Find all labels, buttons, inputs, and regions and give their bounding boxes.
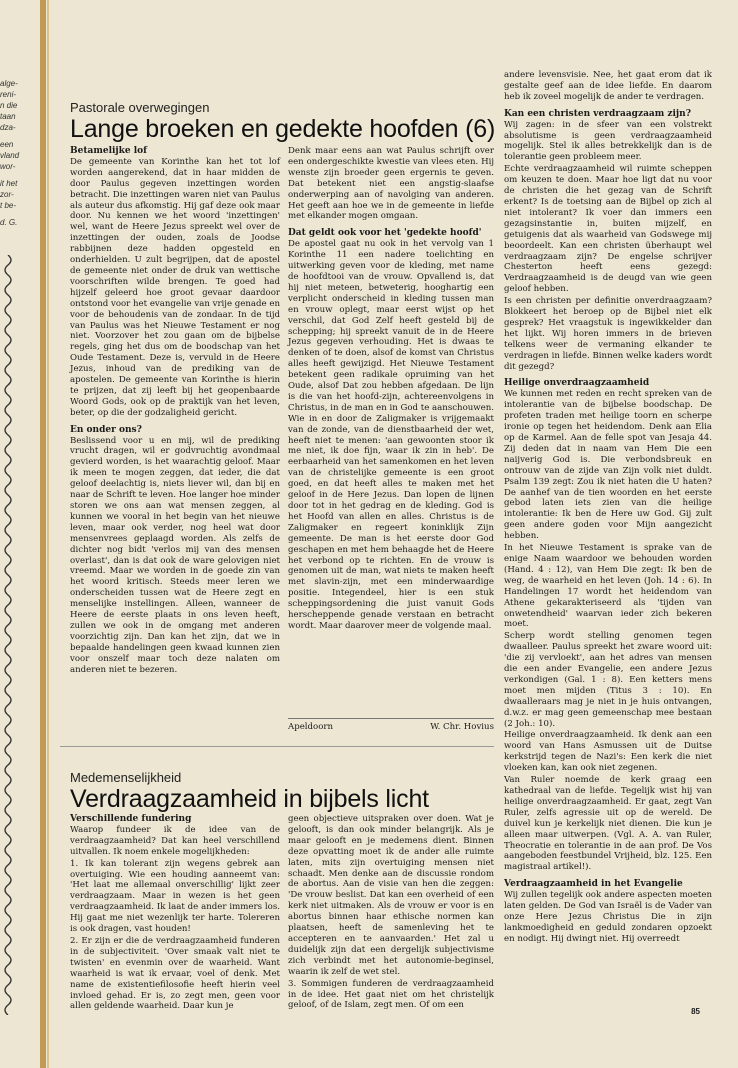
- article2-col3-paragraph: Is een christen per definitie onverdraagzaam? Blokkeert het beroep op de Bijbel niet elk gesprek? Het vraagstuk is ingewikkelder dan het lijkt. Wij horen immers in de brieven telkens weer de vermaning elkander te verdragen in liefde. Binnen welke kaders wordt dit gezegd?: [504, 296, 712, 372]
- article2-col1-heading: Verschillende fundering: [70, 814, 192, 824]
- margin-fragment: it het: [0, 179, 18, 188]
- article2-col3-paragraph: Heilige onverdraagzaamheid. Ik denk aan een woord van Hans Asmussen uit de Duitse kerkstrijd tegen de Nazi's: Een kerk die niet vloeken kan, kan ook niet zegenen.: [504, 730, 712, 774]
- article2-col3-heading: Kan een christen verdraagzaam zijn?: [504, 108, 691, 119]
- article1-col2-heading: Dat geldt ook voor het 'gedekte hoofd': [288, 228, 482, 239]
- article1-kicker: Pastorale overwegingen: [70, 100, 210, 115]
- article2-col3-paragraph: We kunnen met reden en recht spreken van de intolerantie van de bijbelse boodschap. De profeten traden met heilige toorn en scherpe ironie op tegen het heidendom. Denk aan Elia op de Karmel. Aan de felle spot van Jesaja 44. Zij deden dat in naam van Hem Die een naijverig God is. Die verbondsbreuk en ontrouw van de zijde van Zijn volk niet duldt. Psalm 139 zegt: Zou ik niet haten die U haten? De aanhef van de tien woorden en het eerste gebod laten iets zien van die heilige intolerantie: Ik ben de Here uw God. Gij zult geen andere goden voor Mijn aangezicht hebben.: [504, 389, 712, 542]
- article1-column-2: [288, 146, 494, 632]
- article2-col3-paragraph: Echte verdraagzaamheid wil ruimte scheppen om keuzen te doen. Maar hoe ligt dat nu voor de christen die het gezag van de Schrift erkent? Is de toetsing aan de Bijbel op zich al niet intolerant? Ik voer dan immers een gezagsinstantie in, buiten mijzelf, en getuigenis dat als waarheid van Godswege mij beoordeelt. Kan een christen überhaupt wel verdraagzaam zijn? De engelse schrijver Chesterton heeft eens gezegd: Verdraagzaamheid is de deugd van wie geen geloof hebben.: [504, 164, 712, 295]
- article1-col1-heading: En onder ons?: [70, 424, 142, 435]
- margin-fragment: n die: [0, 101, 18, 110]
- article1-column-1: [70, 146, 280, 676]
- article1-col2-paragraph: Denk maar eens aan wat Paulus schrijft over een ondergeschikte kwestie van vlees eten. Hij wenste zijn broeder geen ergernis te geven. Dat betekent niet een angstig-slaafse onderwerping aan of navolging van anderen. Het geeft aan hoe we in de gemeente in liefde met elkander mogen omgaan.: [288, 146, 494, 222]
- wavy-border-ornament: [1, 255, 15, 1015]
- margin-fragment: reni-: [0, 90, 17, 99]
- article1-col1-paragraph: De gemeente van Korinthe kan het tot lof worden aangerekend, dat in haar midden de door Paulus gegeven inzettingen worden betracht. Die inzettingen waren niet van Paulus als auteur dus afkomstig. Hij gaf deze ook maar door. Nu kennen we het woord 'inzettingen' wel, want de Heere Jezus spreekt wel over de inzettingen der ouden, zoals de Joodse rabbijnen deze hadden opgesteld en onderhielden. U zult begrijpen, dat de apostel de gemeente niet onder de druk van wettische voorschriften wilde brengen. Te goed had hijzelf geleerd hoe groot gevaar daardoor ontstond voor het evangelie van vrije genade en voor de behoudenis van de zondaar. In de tijd van Paulus was het Nieuwe Testament er nog niet. Voorzover het zou gaan om de bijbelse regels, ging het dus om de boodschap van het Oude Testament. Deze is, vervuld in de Heere Jezus, inhoud van de prediking van de apostelen. De gemeente van Korinthe is hierin te prijzen, dat zij leeft bij het geopenbaarde Woord Gods, ook op de praktijk van het leven, beter, op die der godzaligheid gericht.: [70, 156, 280, 418]
- margin-fragment: vland: [0, 151, 20, 160]
- article2-col3-paragraph: In het Nieuwe Testament is sprake van de enige Naam waardoor we behouden worden (Hand. 4 : 12), van Hem Die zegt: Ik ben de weg, de waarheid en het leven (Joh. 14 : 6). In Handelingen 17 wordt het heidendom van Athene gekarakteriseerd als 'tijden van onwetendheid' waarvan ieder zich bekeren moet.: [504, 543, 712, 630]
- margin-fragment: d. G.: [0, 218, 18, 227]
- article1-col1-paragraph: Beslissend voor u en mij, wil de prediking vrucht dragen, wil er godvruchtig avondmaal gevierd worden, is het waarachtig geloof. Maar ik meen te mogen zeggen, dat ieder, die dat geloof deelachtig is, niets liever wil, dan bij en naar de Schrift te leven. Hoe langer hoe minder storen we ons aan wat mensen zeggen, al kunnen we vooral in het begin van het nieuwe leven, maar ook verder, nog heel wat door mensenvrees geplaagd worden. Als zelfs de dichter nog bidt 'verlos mij van des mensen overlast', dan is dat ook de ware gelovigen niet vreemd. Maar we worden in de goede zin van het woord kritisch. Steeds meer leren we onderscheiden tussen wat de Heere zegt en menselijke instellingen. Alleen, wanneer de Heere de eerste plaats in ons leven heeft, zullen we ook in de omgang met anderen voorzichtig zijn. Dan kan het zijn, dat we in bepaalde handelingen geen kwaad kunnen zien voor onszelf maar toch deze nalaten om anderen niet te bezeren.: [70, 435, 280, 675]
- margin-fragment: dza-: [0, 123, 16, 132]
- article2-col2-paragraph: geen objectieve uitspraken over doen. Wat je gelooft, is dan ook minder belangrijk. Als je maar gelooft en je medemens dient. Binnen deze opvatting moet ik de ander alle ruimte laten, mits zijn overtuiging mensen niet schaadt. Men denke aan de discussie rondom de abortus. Aan de visie van hen die zeggen: 'De vrouw beslist. Dat kan een overheid of een kerk niet uitmaken. Als de vrouw er voor is en abortus binnen haar ethische normen kan plaatsen, heeft de samenleving het te accepteren en te aanvaarden.' Het zal u duidelijk zijn dat een dergelijk subjectivisme zich verbindt met het autonomie-beginsel, waarin ik zelf de wet stel.: [288, 814, 494, 977]
- byline-author: W. Chr. Hovius: [430, 722, 494, 732]
- page-number: 85: [691, 1007, 700, 1016]
- byline-rule: [288, 718, 494, 719]
- article2-col1-paragraph: 1. Ik kan tolerant zijn wegens gebrek aan overtuiging. Wie een houding aanneemt van: 'Het laat me allemaal onverschillig' lijkt zeer verdraagzaam. Maar in wezen is het geen verdraagzaamheid. Ik laat de ander immers los. Hij gaat me niet wezenlijk ter harte. Tolereren is ook dragen, vast houden!: [70, 858, 280, 935]
- binding-spine-edge: [47, 0, 49, 1068]
- article1-title: Lange broeken en gedekte hoofden (6): [70, 115, 496, 143]
- previous-page-margin: [0, 78, 32, 228]
- margin-fragment: een: [0, 140, 14, 149]
- article2-col3-paragraph: Wij zullen tegelijk ook andere aspecten moeten laten gelden. De God van Israël is de Vader van onze Here Jezus Christus Die in zijn lankmoedigheid en geduld zondaren opzoekt en nodigt. Hij dwingt niet. Hij overreedt: [504, 890, 712, 944]
- article2-col2-paragraph: 3. Sommigen funderen de verdraagzaamheid in de idee. Het gaat niet om het christelijk geloof, of de Islam, zegt men. Of om een: [288, 978, 494, 1011]
- article2-kicker: Medemenselijkheid: [70, 770, 182, 785]
- article2-column-1: [70, 814, 280, 1012]
- article2-col3-paragraph: Wij zagen: in de sfeer van een volstrekt absolutisme is geen verdraagzaamheid mogelijk. Stel ik alles betrekkelijk dan is de tolerantie geen probleem meer.: [504, 119, 712, 163]
- article2-col1-paragraph: 2. Er zijn er die de verdraagzaamheid funderen in de subjectiviteit. 'Over smaak valt niet te twisten' en evenmin over de waarheid. Want waarheid is wat ik ervaar, voel of denk. Met name de existentiefilosofie heeft hierin veel invloed gehad. Er is, zo zegt men, geen voor allen geldende waarheid. Daar kun je: [70, 935, 280, 1012]
- article1-col1-heading: Betamelijke lof: [70, 146, 148, 156]
- byline-place: Apeldoorn: [288, 722, 334, 732]
- article2-col3-paragraph: Scherp wordt stelling genomen tegen dwaalleer. Paulus spreekt het zware woord uit: 'die zij vervloekt', aan het adres van mensen die een ander Evangelie, een andere Jezus verkondigen (Gal. 1 : 8). Een ketters mens moet men mijden (Titus 3 : 10). En dwaalleraars mag je niet in je huis ontvangen, d.w.z. er mag geen gemeenschap mee bestaan (2 Joh.: 10).: [504, 631, 712, 729]
- article2-col3-paragraph: Van Ruler noemde de kerk graag een kathedraal van de liefde. Tegelijk wist hij van heilige onverdraagzaamheid. Er gaat, zegt Van Ruler, zelfs agressie uit op de wereld. De duivel kun je kerkelijk niet dienen. Die kun je alleen maar uitwerpen. (Vgl. A. A. van Ruler, Theocratie en tolerantie in de aan prof. De Vos aangeboden feestbundel Vrijheid, blz. 125. Een magistraal artikel!).: [504, 775, 712, 873]
- margin-fragment: zor-: [0, 190, 14, 199]
- article2-title: Verdraagzaamheid in bijbels licht: [70, 785, 429, 813]
- article-divider: [60, 746, 494, 747]
- article1-col2-paragraph: De apostel gaat nu ook in het vervolg van 1 Korinthe 11 een nadere toelichting en uitwerking geven voor de kleding, met name de hoofdtooi van de vrouw. Opvallend is, dat hij niet meteen, betweterig, hooghartig een verplicht onderscheid in kleding tussen man en vrouw oplegt, maar eerst wijst op het verschil, dat God Zelf heeft gesteld bij de schepping; hij spreekt vanuit de in de Heere Jezus gegeven verhouding. Het is dwaas te denken of te doen, alsof de komst van Christus alles heeft gewijzigd. Het Nieuwe Testament betekent geen radikale opruiming van het Oude, alsof Dat zou hebben afgedaan. De lijn is die van het hoofd-zijn, achtereenvolgens in Christus, in de man en in God te aanschouwen. Wie in en door de Zaligmaker is vrijgemaakt van de zonde, van de dienstbaarheid der wet, heeft niet te menen: 'aan gewoonten stoor ik me niet, ik doe fijn, waar ik zin in heb'. De eerbaarheid van het samenkomen en het leven van de christelijke gemeente is een groot goed, en dat heeft alles te maken met het geloof in de Here Jezus. Dan lopen de lijnen door tot in het gedrag en de kleding. God is het Hoofd van allen en alles. Christus is de Zaligmaker en regeert koninklijk Zijn gemeente. De man is het eerste door God geschapen en met hem behaagde het de Heere het verbond op te richten. En de vrouw is genomen uit de man, wat niets te maken heeft met slavin-zijn, met een minderwaardige positie. Integendeel, hier is een stuk scheppingsordening die juist vanuit Gods herscheppende genade verstaan en betracht wordt. Maar daarover meer de volgende maal.: [288, 239, 494, 631]
- article2-col3-heading: Heilige onverdraagzaamheid: [504, 378, 650, 389]
- margin-fragment: t be-: [0, 201, 17, 210]
- margin-fragment: taan: [0, 112, 16, 121]
- article2-column-3: [504, 70, 712, 945]
- margin-fragment: wor-: [0, 162, 16, 171]
- article2-col3-heading: Verdraagzaamheid in het Evangelie: [504, 879, 683, 890]
- margin-fragment: alge-: [0, 79, 18, 88]
- binding-spine: [40, 0, 46, 1068]
- article2-column-2: [288, 814, 494, 1011]
- article2-col3-paragraph: andere levensvisie. Nee, het gaat erom dat ik gestalte geef aan de idee liefde. En daarom heb ik zoveel mogelijk de ander te verdragen.: [504, 70, 712, 102]
- article2-col1-paragraph: Waarop fundeer ik de idee van de verdraagzaamheid? Dat kan heel verschillend uitvallen. Ik noem enkele mogelijkheden:: [70, 824, 280, 857]
